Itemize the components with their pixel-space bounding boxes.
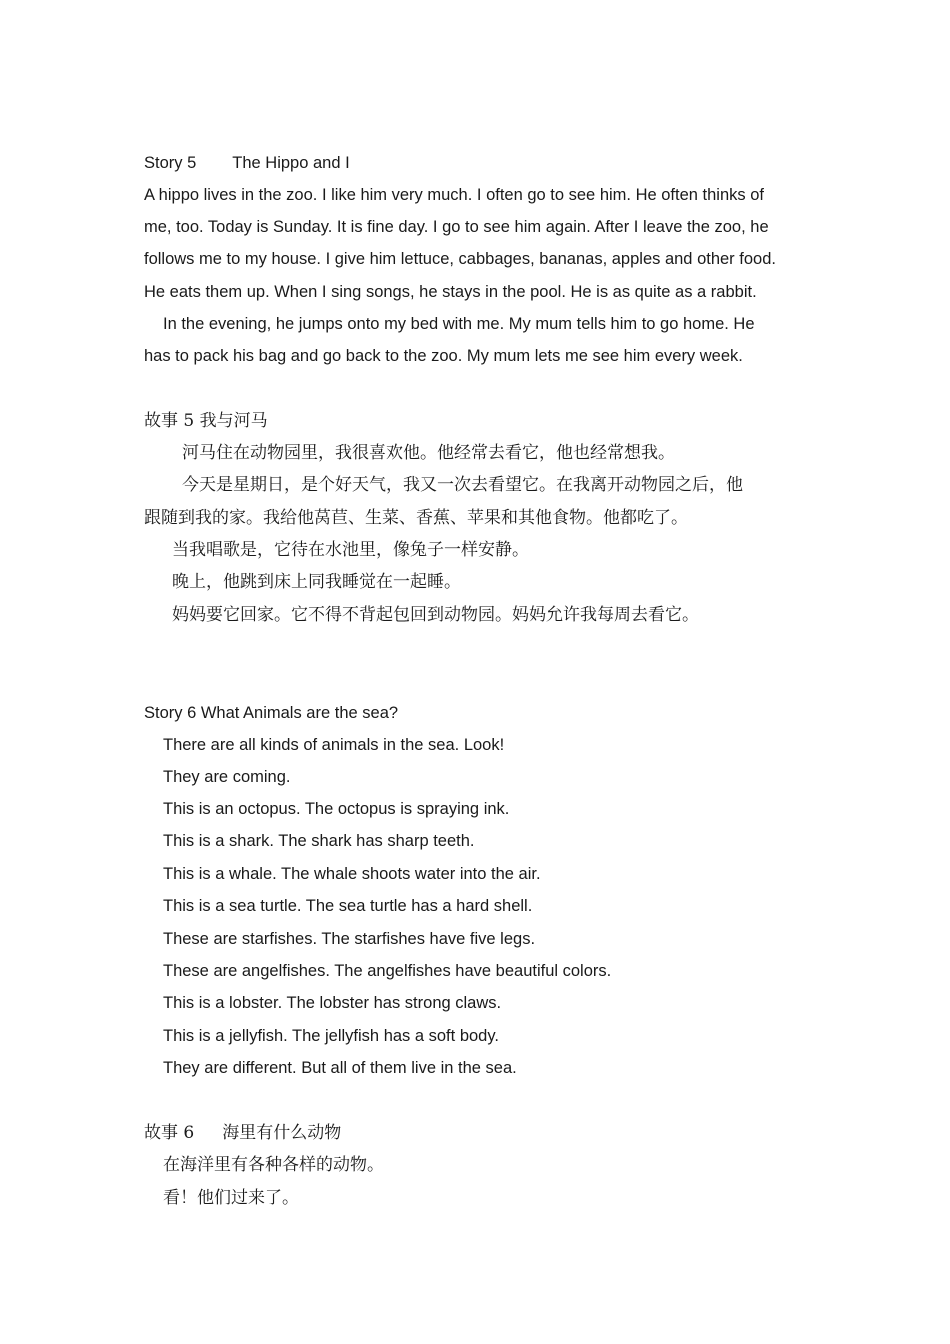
story6-line: They are different. But all of them live in the sea. — [163, 1059, 517, 1077]
story6-line: There are all kinds of animals in the sea. Look! — [163, 736, 505, 754]
story6-line: This is a shark. The shark has sharp teeth. — [163, 832, 475, 850]
story5-title: The Hippo and I — [232, 154, 350, 172]
story6-heading: Story 6 What Animals are the sea? — [144, 704, 399, 722]
story6-zh-heading — [144, 1123, 341, 1143]
story6-zh-number: 故事 6 — [144, 1123, 195, 1143]
story6-line: These are angelfishes. The angelfishes have beautiful colors. — [163, 962, 612, 980]
story5-zh-heading: 故事 5 我与河马 — [144, 411, 268, 431]
story6-zh-title: 海里有什么动物 — [222, 1123, 342, 1143]
story6-line: This is a whale. The whale shoots water into the air. — [163, 865, 541, 883]
story5-heading — [144, 153, 350, 173]
story5-zh-line: 今天是星期日，是个好天气，我又一次去看望它。在我离开动物园之后，他 — [182, 475, 743, 495]
story6-line: They are coming. — [163, 768, 291, 786]
story5-line: me, too. Today is Sunday. It is fine day. I go to see him again. After I leave the zoo, he — [144, 218, 769, 236]
story5-line: A hippo lives in the zoo. I like him very much. I often go to see him. He often thinks of — [144, 186, 764, 204]
story5-line: He eats them up. When I sing songs, he stays in the pool. He is as quite as a rabbit. — [144, 283, 757, 301]
story6-zh-line: 在海洋里有各种各样的动物。 — [163, 1155, 384, 1175]
story6-line: This is a sea turtle. The sea turtle has a hard shell. — [163, 897, 533, 915]
story5-line: follows me to my house. I give him lettuce, cabbages, bananas, apples and other food. — [144, 250, 776, 268]
story5-line: has to pack his bag and go back to the zoo. My mum lets me see him every week. — [144, 347, 743, 365]
story5-zh-line: 妈妈要它回家。它不得不背起包回到动物园。妈妈允许我每周去看它。 — [172, 605, 699, 625]
story5-zh-line: 晚上，他跳到床上同我睡觉在一起睡。 — [172, 572, 461, 592]
story5-zh-line: 当我唱歌是，它待在水池里，像兔子一样安静。 — [172, 540, 529, 560]
story6-line: These are starfishes. The starfishes have five legs. — [163, 930, 536, 948]
story5-line: In the evening, he jumps onto my bed with me. My mum tells him to go home. He — [163, 315, 755, 333]
story6-line: This is a lobster. The lobster has strong claws. — [163, 994, 502, 1012]
story5-number: Story 5 — [144, 154, 197, 172]
story5-zh-line: 河马住在动物园里，我很喜欢他。他经常去看它，他也经常想我。 — [182, 443, 675, 463]
story6-line: This is an octopus. The octopus is spraying ink. — [163, 800, 510, 818]
story6-line: This is a jellyfish. The jellyfish has a soft body. — [163, 1027, 499, 1045]
story6-zh-line: 看！他们过来了。 — [163, 1188, 299, 1208]
story5-zh-line: 跟随到我的家。我给他莴苣、生菜、香蕉、苹果和其他食物。他都吃了。 — [144, 508, 688, 528]
